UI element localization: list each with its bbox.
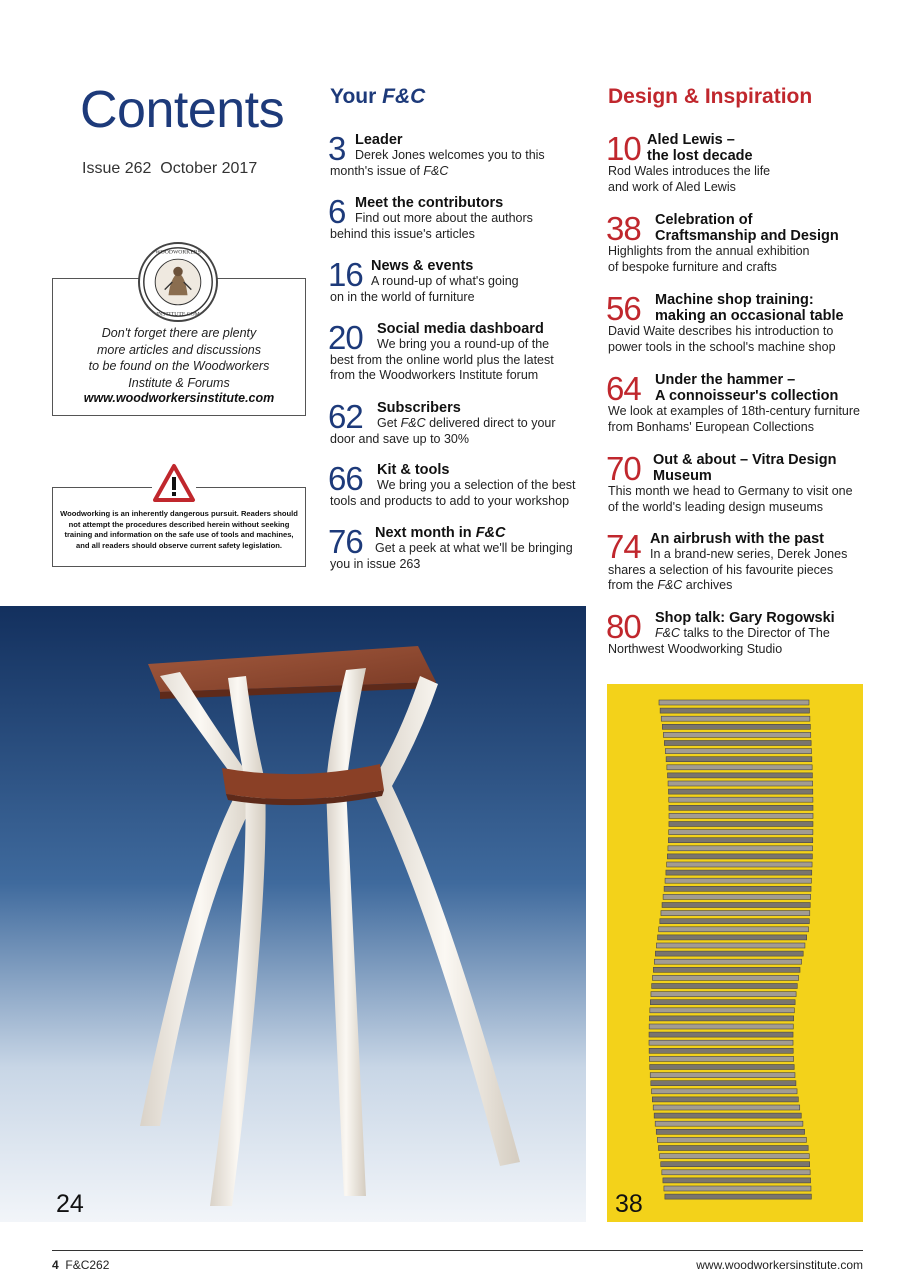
entry-title: Social media dashboard — [377, 321, 544, 337]
entry-title: Kit & tools — [377, 462, 450, 478]
entry-title: Out & about – Vitra Design — [653, 452, 837, 468]
warning-line: and all readers should observe current safety legislation. — [76, 540, 282, 550]
photo-page-number: 24 — [56, 1190, 84, 1218]
promo-url-link[interactable]: www.woodworkersinstitute.com — [83, 391, 275, 405]
sculpture-slab — [650, 1008, 794, 1013]
entry-desc: We bring you a round-up of the — [377, 337, 550, 351]
entry-title: Meet the contributors — [355, 195, 504, 211]
entry-desc: from the F&C archives — [608, 578, 733, 592]
footer-divider — [52, 1250, 863, 1251]
warning-line: not attempt the procedures described herein without seeking — [68, 519, 290, 529]
entry-desc: We bring you a selection of the best — [377, 478, 576, 492]
promo-line: to be found on the Woodworkers — [88, 359, 270, 373]
page-title: Contents — [80, 81, 285, 139]
sculpture-slab — [649, 1048, 793, 1053]
safety-warning-text — [56, 509, 302, 551]
sculpture-slab — [650, 1073, 795, 1078]
entry-title: Museum — [653, 468, 712, 484]
contents-entry[interactable] — [606, 610, 866, 658]
contents-entry[interactable] — [328, 132, 588, 180]
svg-text:INSTITUTE.COM: INSTITUTE.COM — [156, 311, 200, 318]
sculpture-slab — [661, 1162, 810, 1167]
sculpture-slab — [661, 716, 810, 721]
entry-desc: A round-up of what's going — [371, 274, 519, 288]
warning-triangle-icon — [152, 463, 196, 503]
sculpture-slab — [668, 838, 812, 843]
sculpture-slab — [668, 781, 813, 786]
sculpture-slab — [659, 927, 809, 932]
promo-line: Institute & Forums — [128, 375, 230, 390]
contents-entry[interactable] — [328, 195, 588, 243]
sculpture-slab — [658, 1146, 808, 1151]
entry-title: Machine shop training: — [655, 292, 814, 308]
sculpture-slab — [662, 724, 810, 729]
contents-entry[interactable] — [606, 212, 866, 276]
sculpture-slab — [655, 1121, 803, 1126]
entry-desc: door and save up to 30% — [330, 432, 469, 446]
contents-entry[interactable] — [328, 258, 588, 306]
sculpture-slab — [651, 992, 796, 997]
entry-desc: behind this issue's articles — [330, 227, 475, 241]
entry-title: News & events — [371, 258, 474, 274]
entry-desc: power tools in the school's machine shop — [608, 340, 836, 354]
sculpture-slab — [653, 1105, 800, 1110]
sculpture-slab — [668, 789, 812, 794]
sculpture-slab — [657, 1137, 806, 1142]
sculpture-slab — [659, 700, 809, 705]
sculpture-slab — [653, 967, 800, 972]
sculpture-slab — [666, 870, 812, 875]
warning-line: training and information on the safe use of tools and machines, — [64, 530, 294, 539]
sculpture-slab — [663, 1178, 811, 1183]
sculpture-slab — [667, 862, 812, 867]
sculpture-slab — [654, 959, 801, 964]
sculpture-slab — [665, 1194, 811, 1199]
sculpture-slab — [661, 911, 810, 916]
sculpture-slab — [669, 830, 813, 835]
sculpture-slab — [656, 943, 804, 948]
contents-entry[interactable] — [606, 372, 866, 436]
entry-page-number: 16 — [328, 256, 363, 293]
entry-title: Subscribers — [377, 400, 461, 416]
entry-desc: Derek Jones welcomes you to this — [355, 148, 545, 162]
entry-desc: Highlights from the annual exhibition — [608, 244, 810, 258]
sculpture-slab — [667, 854, 812, 859]
sculpture-slab — [662, 1170, 810, 1175]
sculpture-slab — [663, 894, 811, 899]
contents-entry[interactable] — [328, 525, 588, 573]
entry-page-number: 62 — [328, 398, 363, 435]
sculpture-slab — [664, 741, 811, 746]
entry-desc: you in issue 263 — [330, 557, 421, 571]
entry-page-number: 74 — [606, 528, 641, 565]
sculpture-slab — [668, 846, 813, 851]
sculpture-slab — [660, 708, 809, 713]
promo-line: more articles and discussions — [97, 342, 261, 357]
entry-page-number: 3 — [328, 130, 346, 167]
entry-title: Under the hammer – — [655, 372, 796, 388]
entry-desc: from the Woodworkers Institute forum — [330, 368, 539, 382]
entry-desc: of the world's leading design museums — [608, 500, 824, 514]
promo-text — [58, 325, 300, 391]
entry-title: Shop talk: Gary Rogowski — [655, 610, 835, 626]
entry-page-number: 80 — [606, 608, 641, 645]
sculpture-slab — [652, 984, 798, 989]
sculpture-slab — [649, 1040, 793, 1045]
entry-desc: F&C talks to the Director of The — [655, 626, 830, 640]
contents-entry[interactable] — [328, 321, 588, 385]
sculpture-slab — [666, 757, 812, 762]
sculpture-slab — [652, 975, 798, 980]
entry-title: Aled Lewis – — [647, 132, 735, 148]
contents-entry[interactable] — [606, 452, 866, 516]
sculpture-slab — [650, 1065, 794, 1070]
sculpture-slab — [654, 1113, 801, 1118]
entry-desc: In a brand-new series, Derek Jones — [650, 547, 848, 561]
entry-page-number: 64 — [606, 370, 641, 407]
sculpture-slab — [658, 935, 807, 940]
entry-desc: on in the world of furniture — [330, 290, 475, 304]
entry-page-number: 38 — [606, 210, 641, 247]
entry-desc: Get a peek at what we'll be bringing — [375, 541, 573, 555]
entry-desc: month's issue of F&C — [330, 164, 449, 178]
entry-page-number: 76 — [328, 523, 363, 560]
sculpture-slab — [669, 797, 813, 802]
contents-entry[interactable] — [606, 132, 866, 196]
sculpture-slab — [669, 805, 813, 810]
sculpture-slab — [662, 903, 810, 908]
entry-page-number: 20 — [328, 319, 363, 356]
sculpture-slab — [664, 886, 811, 891]
entry-desc: Rod Wales introduces the life — [608, 164, 771, 178]
entry-desc: and work of Aled Lewis — [608, 180, 736, 194]
footer-url-link[interactable]: www.woodworkersinstitute.com — [696, 1258, 863, 1272]
sculpture-slab — [649, 1024, 793, 1029]
entry-desc: This month we head to Germany to visit one — [608, 484, 853, 498]
sculpture-slab — [650, 1000, 795, 1005]
photo-page-number: 38 — [615, 1190, 643, 1218]
entry-title: Leader — [355, 132, 403, 148]
entry-title: A connoisseur's collection — [655, 388, 839, 404]
entry-title: the lost decade — [647, 148, 753, 164]
entry-page-number: 6 — [328, 193, 346, 230]
entry-desc: tools and products to add to your workshop — [330, 494, 570, 508]
entry-title: Next month in F&C — [375, 525, 506, 541]
sculpture-slab — [652, 1089, 798, 1094]
sculpture-slab — [663, 732, 810, 737]
entry-title: Craftsmanship and Design — [655, 228, 839, 244]
entry-desc: Northwest Woodworking Studio — [608, 642, 783, 656]
entry-desc: Find out more about the authors — [355, 211, 533, 225]
sculpture-slab — [664, 1186, 811, 1191]
entry-desc: of bespoke furniture and crafts — [608, 260, 777, 274]
entry-page-number: 66 — [328, 460, 363, 497]
sculpture-slab — [665, 878, 811, 883]
entry-desc: David Waite describes his introduction to — [608, 324, 834, 338]
entry-page-number: 70 — [606, 450, 641, 487]
table-photo — [0, 606, 586, 1222]
sculpture-slab — [668, 773, 813, 778]
stacked-sculpture-photo — [607, 684, 863, 1222]
woodworkers-institute-seal-logo — [138, 242, 218, 322]
entry-page-number: 56 — [606, 290, 641, 327]
sculpture-slab — [667, 765, 812, 770]
contents-entry[interactable] — [606, 292, 866, 356]
issue-date: Issue 262 October 2017 — [82, 160, 258, 177]
sculpture-slab — [669, 822, 813, 827]
entry-title: An airbrush with the past — [650, 531, 825, 547]
sculpture-slab — [660, 1154, 810, 1159]
warning-line: Woodworking is an inherently dangerous pursuit. Readers should — [60, 509, 298, 518]
sculpture-slab — [649, 1032, 793, 1037]
sculpture-slab — [660, 919, 810, 924]
entry-desc: best from the online world plus the latest — [330, 353, 554, 367]
footer-page-label: 4 F&C262 — [52, 1258, 110, 1272]
entry-desc: from Bonhams' European Collections — [608, 420, 814, 434]
sculpture-slab — [669, 813, 813, 818]
sculpture-slab — [655, 951, 803, 956]
your-fc-heading: Your F&C — [330, 85, 426, 108]
contents-entry[interactable] — [328, 462, 588, 510]
svg-text:WOODWORKERS: WOODWORKERS — [155, 249, 201, 256]
entry-title: Celebration of — [655, 212, 753, 228]
contents-entry[interactable] — [328, 400, 588, 448]
sculpture-slab — [665, 749, 811, 754]
design-inspiration-heading: Design & Inspiration — [608, 85, 813, 108]
entry-page-number: 10 — [606, 130, 641, 167]
sculpture-slab — [656, 1129, 804, 1134]
sculpture-slab — [651, 1081, 796, 1086]
entry-desc: shares a selection of his favourite pieces — [608, 563, 834, 577]
entry-desc: We look at examples of 18th-century furniture — [608, 404, 860, 418]
contents-entry[interactable] — [606, 528, 866, 595]
promo-line: Don't forget there are plenty — [101, 326, 257, 340]
entry-desc: Get F&C delivered direct to your — [377, 416, 556, 430]
sculpture-slab — [649, 1016, 793, 1021]
entry-title: making an occasional table — [655, 308, 844, 324]
sculpture-slab — [652, 1097, 798, 1102]
sculpture-slab — [649, 1056, 793, 1061]
